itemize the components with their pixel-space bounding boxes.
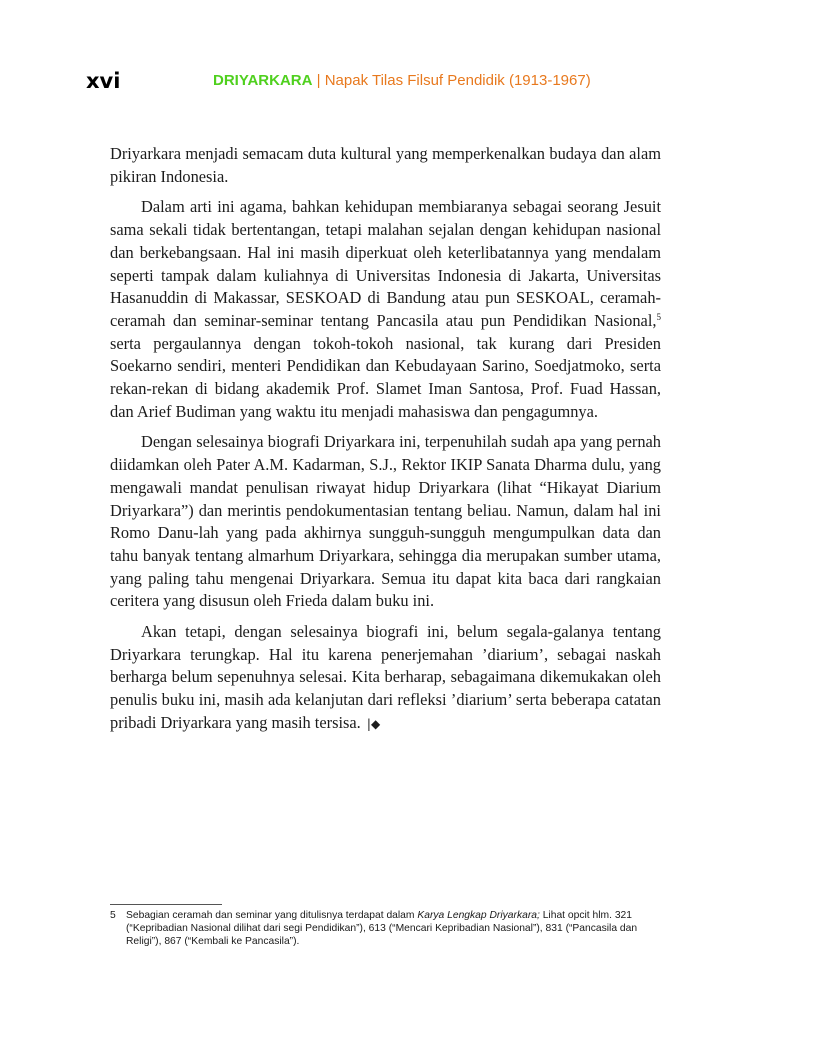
- footnote-text: [126, 909, 662, 949]
- footnote-reference: 5: [656, 311, 661, 322]
- paragraph-4-text: Akan tetapi, dengan selesainya biografi ini, belum segala-galanya tentang Driyarkara terungkap. Hal itu karena penerjemahan ’diarium’, sebagai naskah berharga belum sepenuhnya selesai. Kita berharap, sebagaimana dikemukakan oleh penulis buku ini, masih ada kelanjutan dari refleksi ’diarium’ serta beberapa catatan pribadi Driyarkara yang masih tersisa.: [110, 622, 661, 732]
- running-head-separator: |: [316, 72, 321, 89]
- end-of-chapter-mark: |◆: [366, 716, 381, 731]
- paragraph-2-text-before-note: Dalam arti ini agama, bahkan kehidupan membiaranya sebagai seorang Jesuit sama sekali tidak bertentangan, tetapi malahan sejalan dengan kehidupan nasional dan berkebangsaan. Hal ini masih diperkuat oleh keterlibatannya yang mendalam seperti tampak dalam kuliahnya di Universitas Indonesia di Jakarta, Universitas Hasanuddin di Makassar, SESKOAD di Bandung atau pun SESKOAL, ceramah-ceramah dan seminar-seminar tentang Pancasila atau pun Pendidikan Nasional,: [110, 197, 661, 330]
- page-number: xvi: [86, 69, 121, 93]
- footnote-text-end: Lihat opcit hlm. 321 (“Kepribadian Nasional dilihat dari segi Pendidikan”), 613 (“Mencari Kepribadian Nasional”), 831 (“Pancasila dan Religi”), 867 (“Kembali ke Pancasila”).: [126, 910, 638, 948]
- paragraph-1: Driyarkara menjadi semacam duta kultural yang memperkenalkan budaya dan alam pikiran Indonesia.: [110, 144, 661, 186]
- footnote-number: 5: [110, 910, 116, 921]
- paragraph-2: [110, 196, 661, 423]
- body-text: [110, 143, 661, 744]
- running-head-title: Napak Tilas Filsuf Pendidik (1913-1967): [324, 72, 591, 89]
- paragraph-3: Dengan selesainya biografi Driyarkara ini, terpenuhilah sudah apa yang pernah diidamkan oleh Pater A.M. Kadarman, S.J., Rektor IKIP Sanata Dharma dulu, yang mengawali mandat penulisan riwayat hidup Driyarkara (lihat “Hikayat Diarium Driyarkara”) dan merintis pendokumentasian tentang beliau. Namun, dalam hal ini Romo Danu-lah yang pada akhirnya sungguh-sungguh mengumpulkan data dan tahu banyak tentang almarhum Driyarkara, sehingga dia merupakan sumber utama, yang paling tahu mengenai Driyarkara. Semua itu dapat kita baca dari rangkaian ceritera yang disusun oleh Frieda dalam buku ini.: [110, 432, 661, 611]
- footnote: [110, 909, 662, 949]
- paragraph-2-text-after-note: serta pergaulannya dengan tokoh-tokoh nasional, tak kurang dari Presiden Soekarno sendiri, menteri Pendidikan dan Kebudayaan Sarino, Soedjatmoko, serta rekan-rekan di bidang akademik Prof. Slamet Iman Santosa, Prof. Fuad Hassan, dan Arief Budiman yang waktu itu menjadi mahasiswa dan pengagumnya.: [110, 333, 661, 421]
- footnote-text-start: Sebagian ceramah dan seminar yang ditulisnya terdapat dalam: [126, 910, 418, 921]
- footnote-rule: [110, 904, 222, 905]
- running-head-author: DRIYARKARA: [213, 72, 313, 89]
- footnote-book-title: Karya Lengkap Driyarkara;: [417, 910, 540, 921]
- running-head: [213, 70, 591, 92]
- paragraph-4: [110, 621, 661, 736]
